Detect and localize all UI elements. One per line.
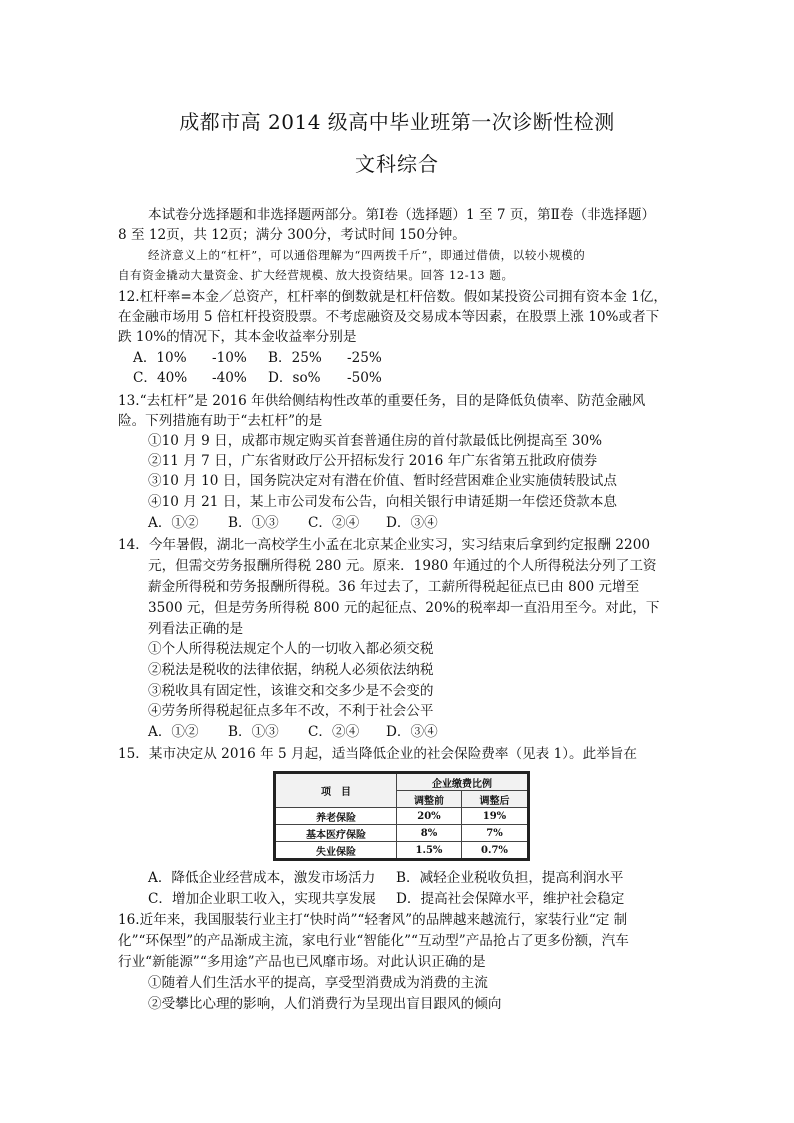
q14-line-5: 列看法正确的是 bbox=[148, 621, 244, 637]
intro-line-2: 8 至 12页，共 12页；满分 300分，考试时间 150分钟。 bbox=[118, 227, 466, 243]
q13-item-3: ③10 月 10 日，国务院决定对有潜在价值、暂时经营困难企业实施债转股试点 bbox=[148, 473, 617, 489]
table-cell-name: 养老保险 bbox=[275, 808, 397, 825]
q16-line-3: 行业“新能源”“多用途”产品也已风靡市场。对此认识正确的是 bbox=[118, 954, 486, 970]
q12-option-d-value-2: -50% bbox=[347, 370, 382, 386]
q15-option-b: B．减轻企业税收负担，提高利润水平 bbox=[396, 870, 624, 886]
q13-item-1: ①10 月 9 日，成都市规定购买首套普通住房的首付款最低比例提高至 30% bbox=[148, 433, 603, 449]
table-header-item: 项 目 bbox=[275, 773, 397, 808]
q13-item-4: ④10 月 21 日，某上市公司发布公告，向相关银行申请延期一年偿还贷款本息 bbox=[148, 494, 617, 510]
q13-option-a: A．①② bbox=[148, 515, 199, 531]
q14-option-a: A．①② bbox=[148, 724, 199, 740]
table-row bbox=[275, 808, 529, 825]
q16-item-1: ①随着人们生活水平的提高，享受型消费成为消费的主流 bbox=[148, 975, 488, 991]
q14-item-1: ①个人所得税法规定个人的一切收入都必须交税 bbox=[148, 641, 434, 657]
table-cell-name: 基本医疗保险 bbox=[275, 825, 397, 842]
q12-option-c: C．40% bbox=[133, 370, 188, 386]
table-cell-after: 7% bbox=[461, 825, 528, 842]
q13-item-2: ②11 月 7 日，广东省财政厅公开招标发行 2016 年广东省第五批政府债券 bbox=[148, 453, 598, 469]
q14-line-2: 元，但需交劳务报酬所得税 280 元。原来．1980 年通过的个人所得税法分列了工资 bbox=[148, 558, 657, 574]
q14-line-1: 14．今年暑假，湖北一高校学生小孟在北京某企业实习，实习结束后拿到约定报酬 2200 bbox=[118, 537, 650, 553]
q14-line-4: 3500 元，但是劳务所得税 800 元的起征点、20%的税率却一直沿用至今。对此，下 bbox=[148, 600, 660, 616]
table-cell-name: 失业保险 bbox=[275, 842, 397, 860]
q15-line-1: 15．某市决定从 2016 年 5 月起，适当降低企业的社会保险费率（见表 1）。此举旨在 bbox=[118, 746, 637, 762]
q13-option-c: C．②④ bbox=[308, 515, 360, 531]
q12-option-d: D．so% bbox=[268, 370, 321, 386]
q16-item-2: ②受攀比心理的影响，人们消费行为呈现出盲目跟风的倾向 bbox=[148, 996, 502, 1012]
q14-line-3: 薪金所得税和劳务报酬所得税。36 年过去了，工薪所得税起征点已由 800 元增至 bbox=[148, 579, 640, 595]
insurance-rate-table bbox=[273, 771, 530, 861]
q12-option-c-value-2: -40% bbox=[212, 370, 247, 386]
exam-subtitle: 文科综合 bbox=[355, 152, 439, 176]
q14-option-d: D．③④ bbox=[386, 724, 438, 740]
q16-line-1: 16.近年来，我国服装行业主打“快时尚”“轻奢风”的品牌越来越流行，家装行业“定 制 bbox=[118, 912, 628, 928]
table-header-group: 企业缴费比例 bbox=[397, 773, 529, 791]
q12-line-3: 跌 10%的情况下，其本金收益率分别是 bbox=[118, 329, 357, 345]
material-line-1: 经济意义上的“杠杆”，可以通俗理解为“四两拨千斤”，即通过借债，以较小规模的 bbox=[148, 248, 586, 262]
table-cell-after: 19% bbox=[461, 808, 528, 825]
q12-line-1: 12.杠杆率=本金／总资产，杠杆率的倒数就是杠杆倍数。假如某投资公司拥有资本金 1亿， bbox=[118, 289, 667, 305]
q14-item-2: ②税法是税收的法律依据，纳税人必须依法纳税 bbox=[148, 662, 434, 678]
material-line-2: 自有资金撬动大量资金、扩大经营规模、放大投资结果。回答 12-13 题。 bbox=[118, 268, 514, 282]
q15-option-d: D．提高社会保障水平，维护社会稳定 bbox=[396, 891, 625, 907]
exam-title: 成都市高 2014 级高中毕业班第一次诊断性检测 bbox=[179, 110, 615, 134]
table-cell-before: 8% bbox=[397, 825, 462, 842]
q15-option-c: C．增加企业职工收入，实现共享发展 bbox=[148, 891, 376, 907]
q13-option-b: B．①③ bbox=[228, 515, 279, 531]
q15-option-a: A．降低企业经营成本，激发市场活力 bbox=[148, 870, 376, 886]
q13-line-2: 险。下列措施有助于“去杠杆”的是 bbox=[118, 413, 323, 429]
table-cell-before: 20% bbox=[397, 808, 462, 825]
q12-option-b-value-2: -25% bbox=[347, 350, 382, 366]
table-cell-after: 0.7% bbox=[461, 842, 528, 860]
table-header-before: 调整前 bbox=[397, 791, 462, 808]
q12-option-a-value-2: -10% bbox=[212, 350, 247, 366]
q12-option-b: B．25% bbox=[268, 350, 322, 366]
table-cell-before: 1.5% bbox=[397, 842, 462, 860]
q12-option-a: A．10% bbox=[133, 350, 187, 366]
q14-option-b: B．①③ bbox=[228, 724, 279, 740]
table-row bbox=[275, 825, 529, 842]
table-header-after: 调整后 bbox=[461, 791, 528, 808]
q13-line-1: 13.“去杠杆”是 2016 年供给侧结构性改革的重要任务，目的是降低负债率、防范金融风 bbox=[118, 393, 646, 409]
table-row bbox=[275, 842, 529, 860]
q14-option-c: C．②④ bbox=[308, 724, 360, 740]
q14-item-4: ④劳务所得税起征点多年不改，不利于社会公平 bbox=[148, 703, 434, 719]
intro-line-1: 本试卷分选择题和非选择题两部分。第Ⅰ卷（选择题）1 至 7 页，第Ⅱ卷（非选择题） bbox=[148, 207, 656, 223]
q12-line-2: 在金融市场用 5 倍杠杆投资股票。不考虑融资及交易成本等因素，在股票上涨 10%或者下 bbox=[118, 309, 660, 325]
q14-item-3: ③税收具有固定性，该谁交和交多少是不会变的 bbox=[148, 683, 434, 699]
q13-option-d: D．③④ bbox=[386, 515, 438, 531]
q16-line-2: 化”“环保型”的产品渐成主流，家电行业“智能化”“互动型”产品抢占了更多份额，汽车 bbox=[118, 933, 629, 949]
